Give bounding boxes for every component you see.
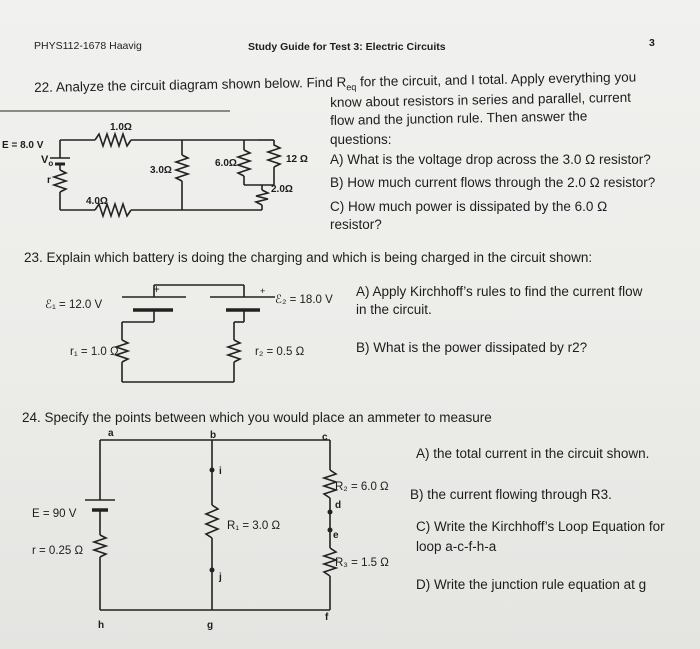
q23-part-a-line1: A) Apply Kirchhoff’s rules to find the current flow (356, 284, 643, 299)
q22-r2-label: 2.0Ω (271, 184, 293, 195)
q24-r1-label: R₁ = 3.0 Ω (227, 520, 281, 532)
q23-intro: 23. Explain which battery is doing the charging and which is being charged in the circuit shown: (24, 250, 593, 265)
q24-dot-e (328, 528, 333, 533)
q24-point-a: a (108, 428, 114, 439)
q22-emf-label: E = 8.0 V (2, 140, 44, 151)
q24-point-d: d (335, 500, 342, 511)
q22-part-b: B) How much current flows through the 2.0 Ω resistor? (330, 175, 656, 190)
q24-internal-resistor (94, 535, 106, 557)
q24-part-c-line1: C) Write the Kirchhoff’s Loop Equation for (416, 519, 665, 534)
q24-point-i: i (219, 466, 222, 477)
q22-circuit (0, 111, 280, 216)
q23-e1-label: ℰ₁ = 12.0 V (45, 299, 103, 311)
q22-internal-resistor (54, 170, 66, 192)
q23-resistor-r2 (228, 340, 240, 362)
q24-intro: 24. Specify the points between which you would place an ammeter to measure (22, 410, 492, 425)
q22-r12-label: 12 Ω (286, 154, 308, 165)
q22-resistor-4ohm (95, 204, 131, 216)
q24-r-label: r = 0.25 Ω (32, 545, 84, 557)
q22-r6-label: 6.0Ω (215, 158, 237, 169)
q22-r4-label: 4.0Ω (86, 196, 108, 207)
q23-plus1: + (153, 284, 160, 296)
q24-part-d: D) Write the junction rule equation at g (416, 577, 647, 592)
q22-resistor-1ohm (95, 134, 131, 146)
q23-part-b: B) What is the power dissipated by r2? (356, 340, 588, 355)
q24-point-c: c (322, 432, 328, 443)
page-number: 3 (649, 37, 655, 49)
q24-emf-label: E = 90 V (32, 508, 77, 520)
q22-resistor-2ohm (256, 190, 268, 205)
q22-r-label: r (47, 175, 51, 186)
q22-resistor-6ohm (238, 150, 250, 176)
q22-part-a: A) What is the voltage drop across the 3.0 Ω resistor? (330, 152, 651, 167)
q24-resistor-r1 (206, 505, 218, 538)
q22-intro-line4: questions: (330, 132, 392, 147)
q23-plus2: + (260, 286, 266, 296)
q23-resistor-r1 (116, 340, 128, 362)
q24-r3-label: R₃ = 1.5 Ω (335, 557, 389, 569)
q24-point-b: b (210, 430, 217, 441)
q24-part-c-line2: loop a-c-f-h-a (416, 539, 497, 554)
q23-e2-label: ℰ₂ = 18.0 V (275, 294, 333, 306)
page-title: Study Guide for Test 3: Electric Circuits (248, 41, 446, 53)
q22-intro-line1: 22. Analyze the circuit diagram shown below. Find $R_{eq}$ for the circuit, and I total. Apply everything you (34, 69, 637, 95)
q24-part-b: B) the current flowing through R3. (410, 487, 612, 502)
q24-point-g: g (207, 620, 214, 631)
q24-dot-j (210, 568, 215, 573)
q24-point-h: h (98, 620, 105, 631)
q22-r3-label: 3.0Ω (150, 165, 172, 176)
q24-point-e: e (333, 530, 339, 541)
q22-intro-line3: flow and the junction rule. Then answer the (330, 108, 588, 128)
q24-part-a: A) the total current in the circuit shown. (416, 446, 650, 461)
q22-v-label: $V_o$ (41, 154, 54, 169)
course-label: PHYS112-1678 Haavig (34, 40, 142, 52)
q22-resistor-12ohm (268, 140, 280, 167)
q24-r2-label: R₂ = 6.0 Ω (335, 481, 389, 493)
q23-r2-label: r₂ = 0.5 Ω (255, 346, 305, 358)
q22-resistor-3ohm (176, 155, 188, 181)
q22-part-c-line2: resistor? (330, 217, 382, 232)
q22-part-c-line1: C) How much power is dissipated by the 6.0 Ω (330, 199, 608, 214)
q24-dot-d (328, 510, 333, 515)
q22-intro-line2: know about resistors in series and parallel, current (330, 89, 632, 110)
q23-r1-label: r₁ = 1.0 Ω (70, 346, 119, 358)
q24-point-f: f (325, 612, 329, 623)
q24-resistor-r2 (324, 470, 336, 498)
q22-r1-label: 1.0Ω (110, 122, 132, 133)
q24-point-j: j (219, 572, 222, 583)
q24-resistor-r3 (324, 548, 336, 576)
q24-dot-i (210, 468, 215, 473)
q23-circuit (116, 285, 275, 382)
q23-part-a-line2: in the circuit. (356, 302, 432, 317)
q24-circuit (85, 440, 336, 610)
